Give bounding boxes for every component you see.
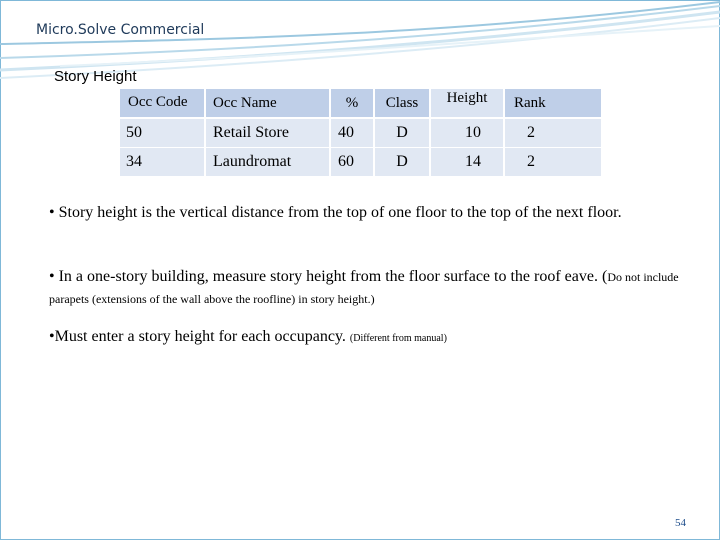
table-row (120, 147, 601, 176)
table-row (120, 118, 601, 147)
cell-class: D (374, 118, 430, 147)
page-number: 54 (675, 517, 686, 529)
section-title: Story Height (54, 68, 137, 85)
bullet-parapet-note: Do not include parapets (extensions of the wall above the roofline) in story height.) (49, 270, 679, 306)
cell-rank: 2 (504, 118, 601, 147)
bullet-one-story-main: • In a one-story building, measure story height from the floor surface to the roof eave. ( (49, 268, 608, 285)
header-class: Class (374, 89, 430, 118)
bullet-manual-note: (Different from manual) (349, 333, 447, 344)
cell-rank: 2 (504, 147, 601, 176)
app-title: Micro.Solve Commercial (36, 22, 205, 38)
header-percent: % (330, 89, 374, 118)
bullet-story-height-definition: • Story height is the vertical distance from the top of one floor to the top of the next floor. (49, 204, 622, 221)
header-rank: Rank (504, 89, 601, 118)
cell-percent: 60 (330, 147, 374, 176)
cell-height: 14 (430, 147, 504, 176)
bullet-one-story-building (49, 266, 689, 310)
header-occ-name: Occ Name (205, 89, 330, 118)
cell-occ-code: 34 (126, 152, 142, 170)
occupancy-table (120, 89, 601, 176)
cell-occ-name: Retail Store (205, 118, 330, 147)
cell-class: D (374, 147, 430, 176)
cell-percent: 40 (330, 118, 374, 147)
bullet-each-occupancy (49, 326, 689, 350)
table-header-row (120, 89, 601, 118)
cell-height: 10 (430, 118, 504, 147)
header-occ-code: Occ Code (128, 94, 188, 110)
header-height: Height (430, 89, 504, 118)
cell-occ-code: 50 (126, 123, 142, 141)
bullet-each-occupancy-main: •Must enter a story height for each occupancy. (49, 328, 346, 345)
cell-occ-name: Laundromat (205, 147, 330, 176)
